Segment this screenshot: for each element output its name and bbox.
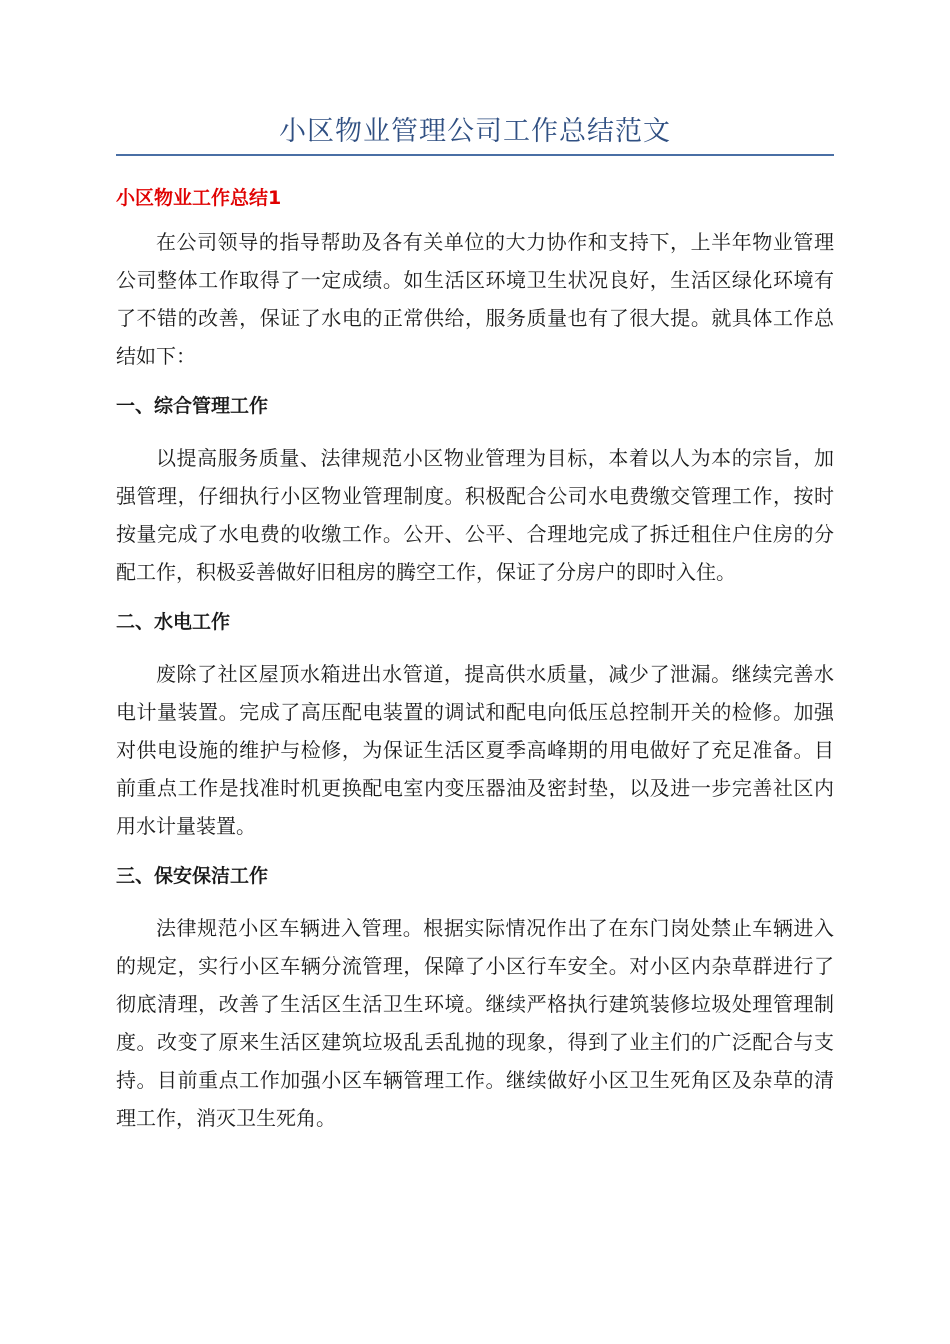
- section-paragraph: 以提高服务质量、法律规范小区物业管理为目标，本着以人为本的宗旨，加强管理，仔细执行小区物业管理制度。积极配合公司水电费缴交管理工作，按时按量完成了水电费的收缴工作。公开、公平、合理地完成了拆迁租住户住房的分配工作，积极妥善做好旧租房的腾空工作，保证了分房户的即时入住。: [116, 446, 834, 584]
- section-paragraph: 废除了社区屋顶水箱进出水管道，提高供水质量，减少了泄漏。继续完善水电计量装置。完成了高压配电装置的调试和配电向低压总控制开关的检修。加强对供电设施的维护与检修，为保证生活区夏季高峰期的用电做好了充足准备。目前重点工作是找准时机更换配电室内变压器油及密封垫，以及进一步完善社区内用水计量装置。: [116, 662, 834, 838]
- section-title: 小区物业工作总结1: [116, 187, 282, 209]
- section-water-electric: [116, 603, 834, 845]
- section-heading: 三、保安保洁工作: [116, 865, 269, 887]
- section-heading: 二、水电工作: [116, 611, 231, 633]
- section-heading: 一、综合管理工作: [116, 395, 269, 417]
- document-title: 小区物业管理公司工作总结范文: [279, 116, 671, 147]
- intro-paragraph: 在公司领导的指导帮助及各有关单位的大力协作和支持下，上半年物业管理公司整体工作取得了一定成绩。如生活区环境卫生状况良好，生活区绿化环境有了不错的改善，保证了水电的正常供给，服务质量也有了很大提。就具体工作总结如下：: [116, 230, 834, 368]
- title-underline: [116, 154, 834, 156]
- section-comprehensive-management: [116, 387, 834, 591]
- section-paragraph: 法律规范小区车辆进入管理。根据实际情况作出了在东门岗处禁止车辆进入的规定，实行小区车辆分流管理，保障了小区行车安全。对小区内杂草群进行了彻底清理，改善了生活区生活卫生环境。继续严格执行建筑装修垃圾处理管理制度。改变了原来生活区建筑垃圾乱丢乱抛的现象，得到了业主们的广泛配合与支持。目前重点工作加强小区车辆管理工作。继续做好小区卫生死角区及杂草的清理工作，消灭卫生死角。: [116, 916, 834, 1130]
- document-page: [116, 0, 834, 1137]
- section-security-cleaning: [116, 857, 834, 1137]
